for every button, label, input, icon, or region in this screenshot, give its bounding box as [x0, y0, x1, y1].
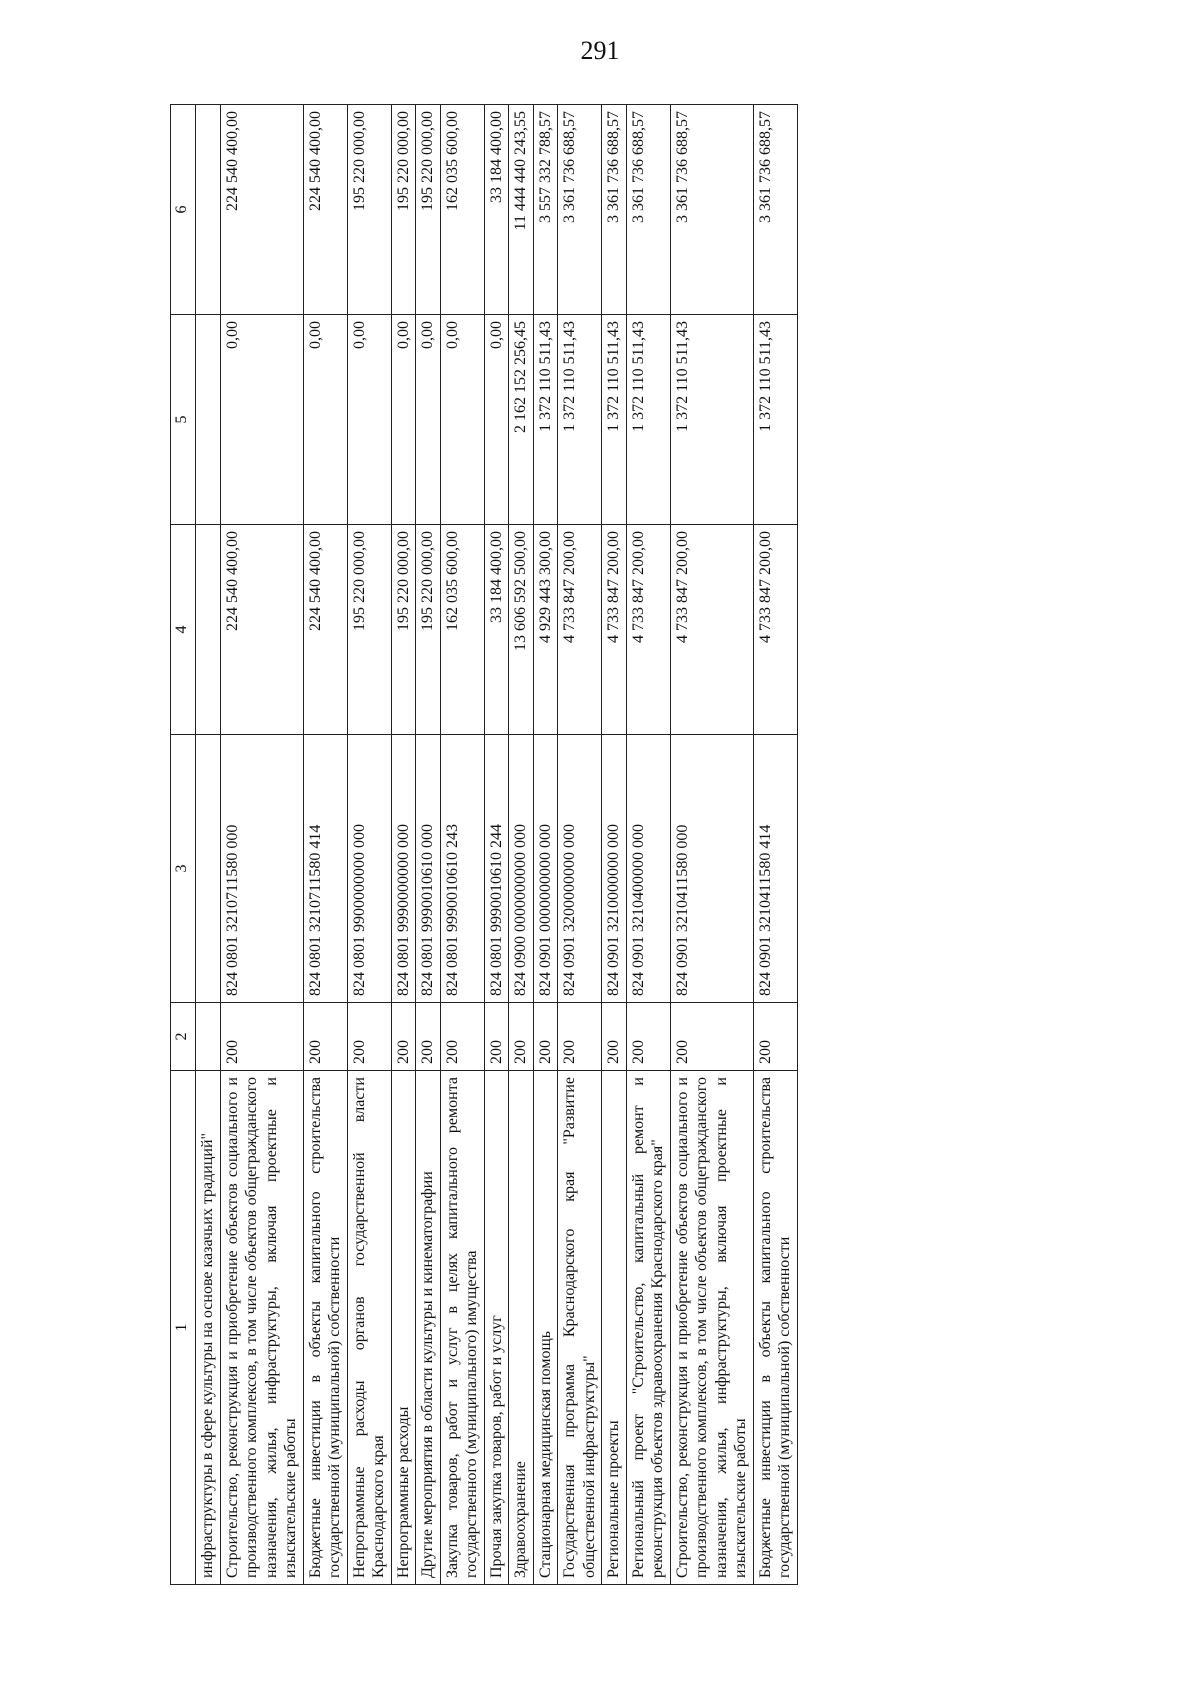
- page-number: 291: [580, 36, 620, 65]
- cell-v6: 3 557 332 788,57: [533, 105, 558, 315]
- table-row: [347, 105, 391, 1585]
- table-row: [220, 105, 303, 1585]
- cell-cat: 200: [440, 1003, 484, 1071]
- cell-v4: 4 733 847 200,00: [670, 525, 753, 735]
- cell-name: Бюджетные инвестиции в объекты капитального строительства государственной (муниципальной) собственности: [753, 1071, 797, 1585]
- cell-v4: 195 220 000,00: [391, 525, 416, 735]
- cell-v5: 0,00: [303, 315, 347, 525]
- cell-v4: [196, 525, 221, 735]
- cell-v4: 4 733 847 200,00: [626, 525, 670, 735]
- cell-code: 824 0801 9990000000 000: [391, 735, 416, 1003]
- cell-name: Другие мероприятия в области культуры и кинематографии: [416, 1071, 441, 1585]
- cell-v5: 0,00: [484, 315, 509, 525]
- header-col-1: 1: [171, 1071, 196, 1585]
- table-row: [670, 105, 753, 1585]
- cell-v4: 4 733 847 200,00: [558, 525, 602, 735]
- table-row: [558, 105, 602, 1585]
- cell-v5: 1 372 110 511,43: [602, 315, 627, 525]
- cell-code: 824 0801 9990010610 244: [484, 735, 509, 1003]
- cell-name: Здравоохранение: [509, 1071, 534, 1585]
- cell-code: 824 0801 3210711580 414: [303, 735, 347, 1003]
- header-col-6: 6: [171, 105, 196, 315]
- cell-code: 824 0901 0000000000 000: [533, 735, 558, 1003]
- cell-v6: [196, 105, 221, 315]
- cell-v5: 2 162 152 256,45: [509, 315, 534, 525]
- cell-v6: 11 444 440 243,55: [509, 105, 534, 315]
- cell-code: 824 0901 3210411580 000: [670, 735, 753, 1003]
- table-row: [484, 105, 509, 1585]
- rotated-table-container: [170, 105, 1110, 1585]
- cell-cat: 200: [558, 1003, 602, 1071]
- cell-cat: 200: [347, 1003, 391, 1071]
- cell-v6: 195 220 000,00: [391, 105, 416, 315]
- table-row: [391, 105, 416, 1585]
- cell-cat: 200: [220, 1003, 303, 1071]
- cell-v5: 0,00: [440, 315, 484, 525]
- cell-v4: 4 929 443 300,00: [533, 525, 558, 735]
- cell-cat: 200: [303, 1003, 347, 1071]
- cell-v5: 1 372 110 511,43: [670, 315, 753, 525]
- cell-name: Строительство, реконструкция и приобретение объектов социального и производственного комплексов, в том числе объектов общегражданского назначения, жилья, инфраструктуры, включая проектные и изыскательские работы: [670, 1071, 753, 1585]
- cell-v6: 3 361 736 688,57: [558, 105, 602, 315]
- cell-v6: 33 184 400,00: [484, 105, 509, 315]
- cell-cat: [196, 1003, 221, 1071]
- table-body: [196, 105, 798, 1585]
- cell-code: 824 0901 3210400000 000: [626, 735, 670, 1003]
- cell-code: 824 0901 3210000000 000: [602, 735, 627, 1003]
- cell-v5: 1 372 110 511,43: [753, 315, 797, 525]
- cell-v6: 3 361 736 688,57: [626, 105, 670, 315]
- cell-v5: [196, 315, 221, 525]
- cell-v4: 13 606 592 500,00: [509, 525, 534, 735]
- cell-code: 824 0900 0000000000 000: [509, 735, 534, 1003]
- cell-cat: 200: [533, 1003, 558, 1071]
- table-row: [509, 105, 534, 1585]
- cell-cat: 200: [626, 1003, 670, 1071]
- cell-cat: 200: [416, 1003, 441, 1071]
- cell-v4: 195 220 000,00: [416, 525, 441, 735]
- header-col-2: 2: [171, 1003, 196, 1071]
- cell-v5: 1 372 110 511,43: [558, 315, 602, 525]
- cell-v6: 3 361 736 688,57: [670, 105, 753, 315]
- cell-v6: 224 540 400,00: [303, 105, 347, 315]
- cell-code: 824 0801 9900000000 000: [347, 735, 391, 1003]
- cell-v5: 0,00: [391, 315, 416, 525]
- cell-name: Региональные проекты: [602, 1071, 627, 1585]
- table-row: [196, 105, 221, 1585]
- cell-v4: 224 540 400,00: [303, 525, 347, 735]
- cell-code: 824 0901 3200000000 000: [558, 735, 602, 1003]
- table-row: [303, 105, 347, 1585]
- header-col-3: 3: [171, 735, 196, 1003]
- cell-code: 824 0801 9990010610 243: [440, 735, 484, 1003]
- header-col-4: 4: [171, 525, 196, 735]
- cell-name: Государственная программа Краснодарского края "Развитие общественной инфраструктуры": [558, 1071, 602, 1585]
- cell-v5: 0,00: [416, 315, 441, 525]
- cell-code: 824 0801 3210711580 000: [220, 735, 303, 1003]
- budget-table: [170, 104, 798, 1585]
- cell-name: Прочая закупка товаров, работ и услуг: [484, 1071, 509, 1585]
- cell-v4: 224 540 400,00: [220, 525, 303, 735]
- cell-v6: 3 361 736 688,57: [602, 105, 627, 315]
- cell-v4: 4 733 847 200,00: [753, 525, 797, 735]
- cell-v6: 195 220 000,00: [416, 105, 441, 315]
- cell-name: Региональный проект "Строительство, капитальный ремонт и реконструкция объектов здравоохранения Краснодарского края": [626, 1071, 670, 1585]
- cell-v5: 0,00: [347, 315, 391, 525]
- cell-cat: 200: [391, 1003, 416, 1071]
- cell-v6: 195 220 000,00: [347, 105, 391, 315]
- table-row: [753, 105, 797, 1585]
- cell-code: [196, 735, 221, 1003]
- cell-code: 824 0901 3210411580 414: [753, 735, 797, 1003]
- cell-v4: 162 035 600,00: [440, 525, 484, 735]
- cell-v4: 4 733 847 200,00: [602, 525, 627, 735]
- table-row: [626, 105, 670, 1585]
- cell-v5: 1 372 110 511,43: [533, 315, 558, 525]
- cell-name: Непрограммные расходы органов государственной власти Краснодарского края: [347, 1071, 391, 1585]
- cell-cat: 200: [602, 1003, 627, 1071]
- cell-name: инфраструктуры в сфере культуры на основе казачьих традиций": [196, 1071, 221, 1585]
- cell-cat: 200: [670, 1003, 753, 1071]
- table-row: [602, 105, 627, 1585]
- table-row: [440, 105, 484, 1585]
- cell-cat: 200: [484, 1003, 509, 1071]
- cell-v6: 224 540 400,00: [220, 105, 303, 315]
- table-row: [533, 105, 558, 1585]
- cell-v4: 195 220 000,00: [347, 525, 391, 735]
- cell-v4: 33 184 400,00: [484, 525, 509, 735]
- table-row: [416, 105, 441, 1585]
- cell-cat: 200: [753, 1003, 797, 1071]
- header-col-5: 5: [171, 315, 196, 525]
- cell-cat: 200: [509, 1003, 534, 1071]
- cell-code: 824 0801 9990010610 000: [416, 735, 441, 1003]
- cell-v6: 3 361 736 688,57: [753, 105, 797, 315]
- header-row: [171, 105, 196, 1585]
- cell-name: Бюджетные инвестиции в объекты капитального строительства государственной (муниципальной) собственности: [303, 1071, 347, 1585]
- cell-name: Стационарная медицинская помощь: [533, 1071, 558, 1585]
- cell-v6: 162 035 600,00: [440, 105, 484, 315]
- cell-name: Закупка товаров, работ и услуг в целях капитального ремонта государственного (муниципального) имущества: [440, 1071, 484, 1585]
- cell-name: Непрограммные расходы: [391, 1071, 416, 1585]
- cell-name: Строительство, реконструкция и приобретение объектов социального и производственного комплексов, в том числе объектов общегражданского назначения, жилья, инфраструктуры, включая проектные и изыскательские работы: [220, 1071, 303, 1585]
- cell-v5: 0,00: [220, 315, 303, 525]
- cell-v5: 1 372 110 511,43: [626, 315, 670, 525]
